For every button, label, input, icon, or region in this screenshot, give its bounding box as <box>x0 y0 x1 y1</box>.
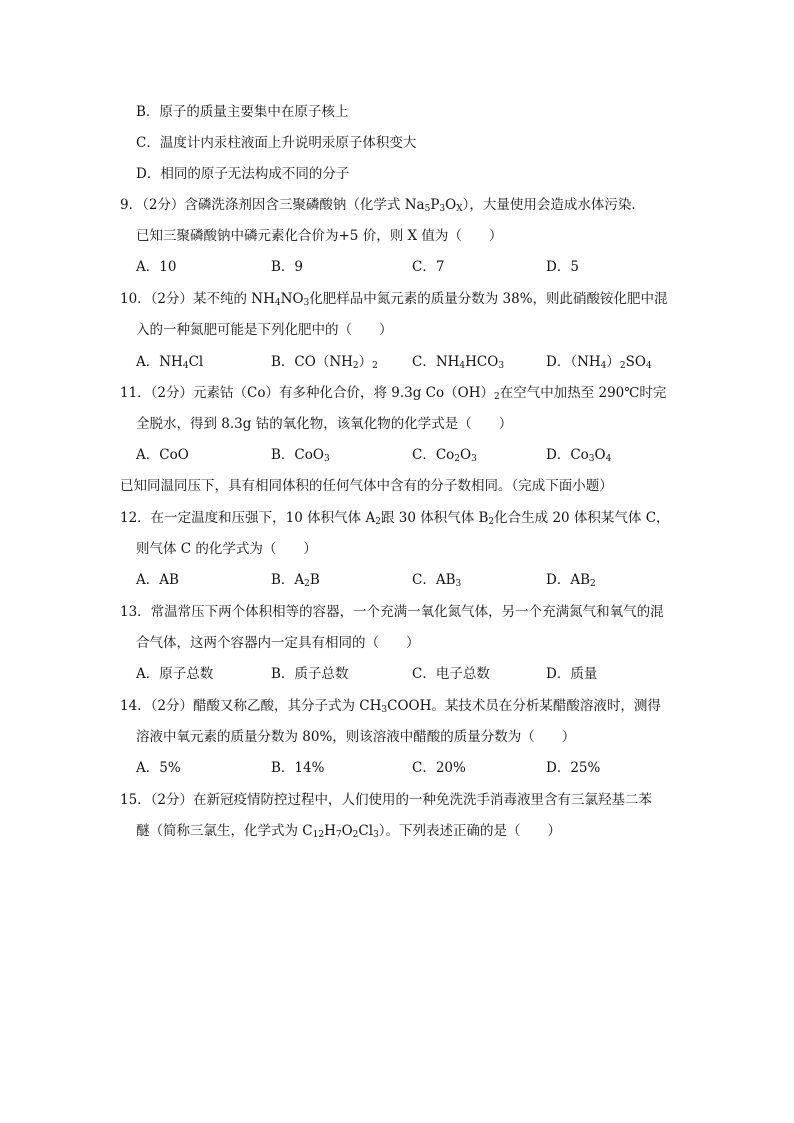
q9-option-b: B．9 <box>271 259 304 275</box>
q12-stem-line2: 则气体 C 的化学式为（ ） <box>136 541 317 557</box>
q11-stem-line2: 全脱水，得到 8.3g 钴的氧化物，该氧化物的化学式是（ ） <box>136 416 513 432</box>
group-intro: 已知同温同压下，具有相同体积的任何气体中含有的分子数相同。（完成下面小题） <box>120 478 613 494</box>
q8-option-c: C．温度计内汞柱液面上升说明汞原子体积变大 <box>136 135 417 151</box>
q8-option-b: B．原子的质量主要集中在原子核上 <box>136 104 349 120</box>
q11-option-d: D．$Co_3O_4$ <box>546 447 612 464</box>
q9-stem-line1: 9．（2分）含磷洗涤剂因含三聚磷酸钠（化学式 $Na_5P_3O_X$），大量使用会造成水体污染． <box>120 197 645 214</box>
q12-option-c: C．$AB_3$ <box>412 572 462 589</box>
q10-option-a: A．$NH_4Cl$ <box>136 354 204 371</box>
q8-option-d: D．相同的原子无法构成不同的分子 <box>136 166 350 182</box>
q13-stem-line1: 13．常温常压下两个体积相等的容器，一个充满一氧化氮气体，另一个充满氮气和氧气的混 <box>120 604 664 620</box>
q14-option-a: A．5% <box>136 760 181 776</box>
q12-stem-line1: 12．在一定温度和压强下，10 体积气体 $A_2$跟 30 体积气体 $B_2$化合生成 20 体积某气体 C， <box>120 510 670 527</box>
q12-option-a: A．AB <box>136 572 179 588</box>
q14-stem-line1: 14．（2分）醋酸又称乙酸，其分子式为 $CH_3COOH$。某技术员在分析某醋酸溶液时，测得 <box>120 698 661 715</box>
q11-option-b: B．CoO$_3$ <box>271 447 330 464</box>
q10-option-b: B．$CO(NH_2)_2$ <box>271 354 378 371</box>
q11-stem-line1: 11．（2分）元素钴（Co）有多种化合价，将 9.3g $Co(OH)_2$在空气中加热至 290℃时完 <box>120 385 667 402</box>
q14-stem-line2: 溶液中氧元素的质量分数为 80%，则该溶液中醋酸的质量分数为（ ） <box>136 729 576 745</box>
q9-option-a: A．10 <box>136 259 177 275</box>
q13-option-a: A．原子总数 <box>136 666 214 682</box>
q9-stem-line2: 已知三聚磷酸钠中磷元素化合价为+5 价，则 X 值为（ ） <box>136 228 503 244</box>
q11-option-c: C．$Co_2O_3$ <box>412 447 477 464</box>
q13-stem-line2: 合气体，这两个容器内一定具有相同的（ ） <box>136 635 420 651</box>
q10-stem-line1: 10．（2分）某不纯的 $NH_4NO_3$化肥样品中氮元素的质量分数为 38%，则此硝酸铵化肥中混 <box>120 291 668 308</box>
q13-option-b: B．质子总数 <box>271 666 349 682</box>
q11-option-a: A．CoO <box>136 447 189 463</box>
q15-stem-line2: 醚（简称三氯生，化学式为 $C_{12}H_7O_2Cl_3$）。下列表述正确的是（ ） <box>136 823 562 840</box>
q10-stem-line2: 入的一种氮肥可能是下列化肥中的（ ） <box>136 322 393 338</box>
q15-stem-line1: 15．（2分）在新冠疫情防控过程中，人们使用的一种免洗洗手消毒液里含有三氯羟基二苯 <box>120 792 653 808</box>
q9-option-c: C．7 <box>412 259 445 275</box>
q13-option-d: D．质量 <box>546 666 598 682</box>
q12-option-b: B．$A_2B$ <box>271 572 320 589</box>
q14-option-d: D．25% <box>546 760 601 776</box>
q14-option-c: C．20% <box>412 760 466 776</box>
q14-option-b: B．14% <box>271 760 325 776</box>
q12-option-d: D．$AB_2$ <box>546 572 596 589</box>
q9-option-d: D．5 <box>546 259 579 275</box>
q10-option-c: C．$NH_4HCO_3$ <box>412 354 505 371</box>
q10-option-d: D．$(NH_4)_2SO_4$ <box>546 354 652 371</box>
q13-option-c: C．电子总数 <box>412 666 490 682</box>
